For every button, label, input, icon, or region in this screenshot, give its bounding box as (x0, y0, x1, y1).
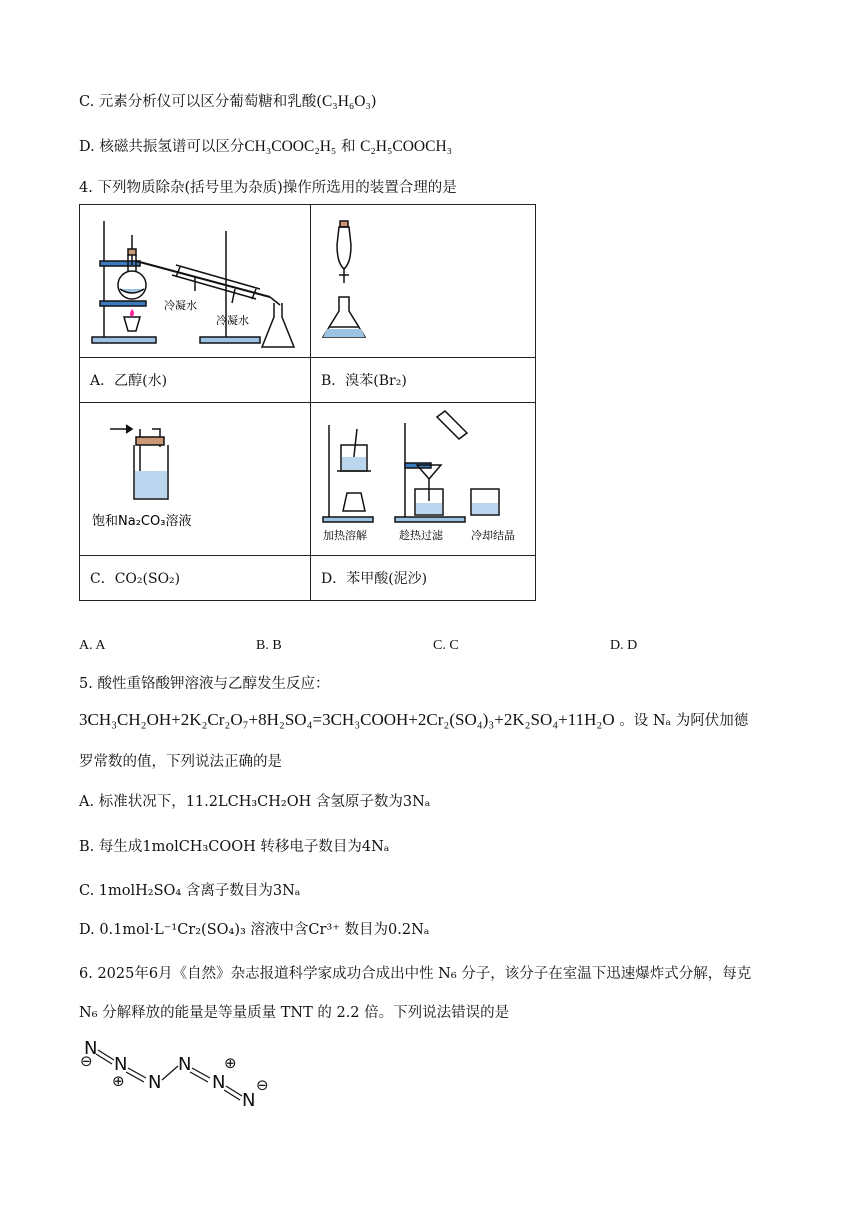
step-cool-crystallize: 冷却结晶 (471, 529, 515, 542)
option-b-label: B．溴苯(Br₂) (311, 358, 536, 403)
nitrogen-atom: N (242, 1090, 256, 1111)
equation-tail: 。设 Nₐ 为阿伏加德 (619, 713, 749, 729)
q5-option-c: C. 1molH₂SO₄ 含离子数目为3Nₐ (79, 883, 301, 899)
separatory-funnel (337, 227, 351, 269)
nitrogen-atom: N (178, 1054, 192, 1075)
nitrogen-atom: N (84, 1038, 98, 1059)
nitrogen-atom: N (148, 1072, 162, 1093)
n6-structure-diagram (78, 1034, 288, 1114)
q5-option-b: B. 每生成1molCH₃COOH 转移电子数目为4Nₐ (79, 839, 390, 855)
cell-c-figure (80, 403, 311, 556)
gas-washing-bottle (80, 403, 310, 551)
q3-option-d (79, 137, 452, 157)
option-text: 和 (340, 139, 356, 155)
clamp (100, 261, 140, 266)
alcohol-lamp (124, 317, 140, 331)
cell-d-figure (311, 403, 536, 556)
nitrogen-atom: N (114, 1054, 128, 1075)
recrystallization-apparatus (311, 403, 535, 551)
option-text: 核磁共振氢谱可以区分 (99, 139, 245, 155)
step-hot-filter: 趁热过滤 (399, 529, 443, 542)
q5-stem-continued: 罗常数的值，下列说法正确的是 (79, 754, 282, 770)
option-prefix: D. (79, 139, 95, 155)
choice-b: B. B (256, 638, 282, 653)
option-a-label: A．乙醇(水) (80, 358, 311, 403)
solution-caption: 饱和Na₂CO₃溶液 (92, 514, 192, 529)
distillation-apparatus (80, 205, 310, 353)
ring-support (100, 301, 146, 306)
plus-charge-icon: ⊕ (112, 1072, 125, 1090)
q4-apparatus-table (79, 204, 536, 601)
q6-stem-line1: 6. 2025年6月《自然》杂志报道科学家成功合成出中性 N₆ 分子，该分子在室温下迅速爆炸式分解，每克 (79, 966, 752, 982)
q5-stem: 5. 酸性重铬酸钾溶液与乙醇发生反应： (79, 676, 330, 692)
conical-flask (262, 303, 294, 347)
formula: C₃H₆O₃ (321, 93, 371, 110)
q6-stem-line2: N₆ 分解释放的能量是等量质量 TNT 的 2.2 倍。下列说法错误的是 (79, 1005, 510, 1021)
minus-charge-icon: ⊖ (80, 1052, 93, 1070)
step-heat-dissolve: 加热溶解 (323, 529, 367, 542)
plus-charge-icon: ⊕ (224, 1054, 237, 1072)
q3-option-c (79, 92, 377, 112)
q4-stem: 4. 下列物质除杂(括号里为杂质)操作所选用的装置合理的是 (79, 180, 457, 196)
formula: CH₃COOC₂H₅ (244, 138, 337, 155)
condenser-water-label: 冷凝水 (164, 299, 197, 312)
q5-option-a: A. 标准状况下，11.2LCH₃CH₂OH 含氢原子数为3Nₐ (79, 794, 431, 810)
option-c-label: C．CO₂(SO₂) (80, 556, 311, 601)
cell-b-figure (311, 205, 536, 358)
option-prefix: C. (79, 94, 95, 110)
q5-option-d: D. 0.1mol·L⁻¹Cr₂(SO₄)₃ 溶液中含Cr³⁺ 数目为0.2Nₐ (79, 922, 430, 938)
separatory-funnel-apparatus (311, 205, 535, 353)
choice-c: C. C (433, 638, 459, 653)
minus-charge-icon: ⊖ (256, 1076, 269, 1094)
q5-equation-line (79, 710, 748, 731)
option-d-label: D．苯甲酸(泥沙) (311, 556, 536, 601)
option-close: ) (370, 94, 377, 110)
option-text: 元素分析仪可以区分葡萄糖和乳酸( (98, 94, 322, 110)
choice-a: A. A (79, 638, 106, 653)
nitrogen-atom: N (212, 1072, 226, 1093)
formula: C₂H₅COOCH₃ (360, 138, 453, 155)
cell-a-figure (80, 205, 311, 358)
choice-d: D. D (610, 638, 638, 653)
reaction-equation: 3CH₃CH₂OH+2K₂Cr₂O₇+8H₂SO₄=3CH₃COOH+2Cr₂(SO₄)₃+2K₂SO₄+11H₂O (79, 710, 615, 729)
condenser-water-label: 冷凝水 (216, 314, 249, 327)
stand-base (92, 337, 156, 343)
round-flask (118, 271, 146, 299)
